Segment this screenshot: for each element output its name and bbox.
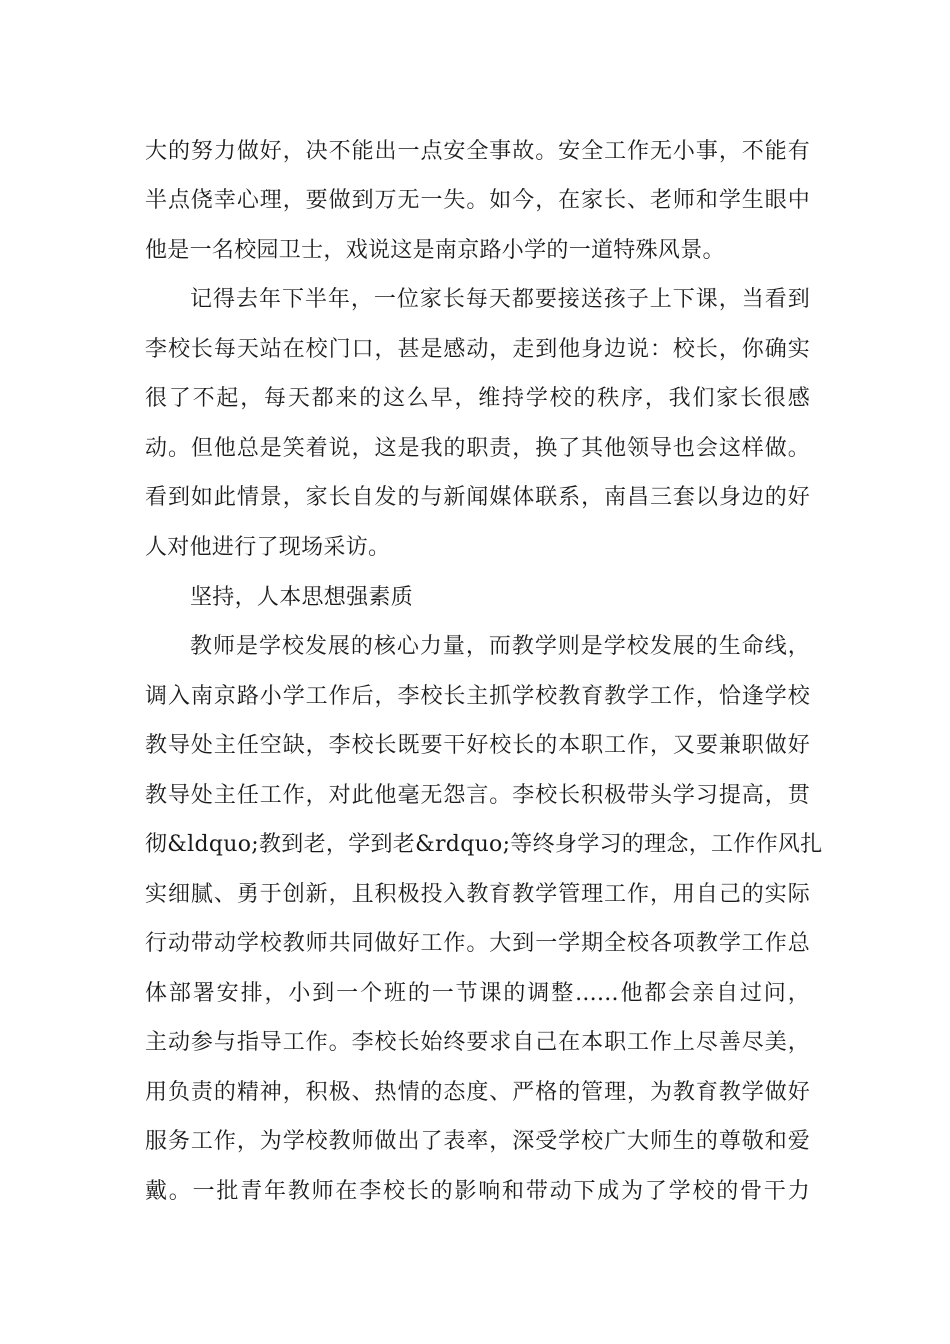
paragraph-line: 看到如此情景，家长自发的与新闻媒体联系，南昌三套以身边的好 [145,485,810,510]
paragraph-line: 人对他进行了现场采访。 [145,535,391,560]
paragraph-line: 用负责的精神，积极、热情的态度、严格的管理，为教育教学做好 [145,1080,810,1105]
paragraph-line: 教师是学校发展的核心力量，而教学则是学校发展的生命线， [190,634,810,659]
paragraph-line: 教导处主任工作，对此他毫无怨言。李校长积极带头学习提高，贯 [145,783,810,808]
paragraph-line: 主动参与指导工作。李校长始终要求自己在本职工作上尽善尽美， [145,1030,810,1055]
paragraph-line: 半点侥幸心理，要做到万无一失。如今，在家长、老师和学生眼中 [145,188,810,213]
paragraph-line: 动。但他总是笑着说，这是我的职责，换了其他领导也会这样做。 [145,436,810,461]
paragraph-line: 教导处主任空缺，李校长既要干好校长的本职工作，又要兼职做好 [145,733,810,758]
paragraph-line: 戴。一批青年教师在李校长的影响和带动下成为了学校的骨干力 [145,1179,810,1204]
section-heading: 坚持，人本思想强素质 [190,585,414,610]
paragraph-line: 服务工作，为学校教师做出了表率，深受学校广大师生的尊敬和爱 [145,1129,810,1154]
paragraph-line: 他是一名校园卫士，戏说这是南京路小学的一道特殊风景。 [145,238,725,263]
paragraph-line: 记得去年下半年，一位家长每天都要接送孩子上下课，当看到 [190,287,810,312]
paragraph-line: 李校长每天站在校门口，甚是感动，走到他身边说：校长，你确实 [145,337,810,362]
paragraph-line: 体部署安排，小到一个班的一节课的调整......他都会亲自过问， [145,981,810,1006]
paragraph-line: 大的努力做好，决不能出一点安全事故。安全工作无小事，不能有 [145,139,810,164]
paragraph-line: 实细腻、勇于创新，且积极投入教育教学管理工作，用自己的实际 [145,882,810,907]
paragraph-line: 很了不起，每天都来的这么早，维持学校的秩序，我们家长很感 [145,386,810,411]
paragraph-line: 行动带动学校教师共同做好工作。大到一学期全校各项教学工作总 [145,931,810,956]
paragraph-line: 彻&ldquo;教到老，学到老&rdquo;等终身学习的理念，工作作风扎 [145,832,823,857]
paragraph-line: 调入南京路小学工作后，李校长主抓学校教育教学工作，恰逢学校 [145,684,810,709]
